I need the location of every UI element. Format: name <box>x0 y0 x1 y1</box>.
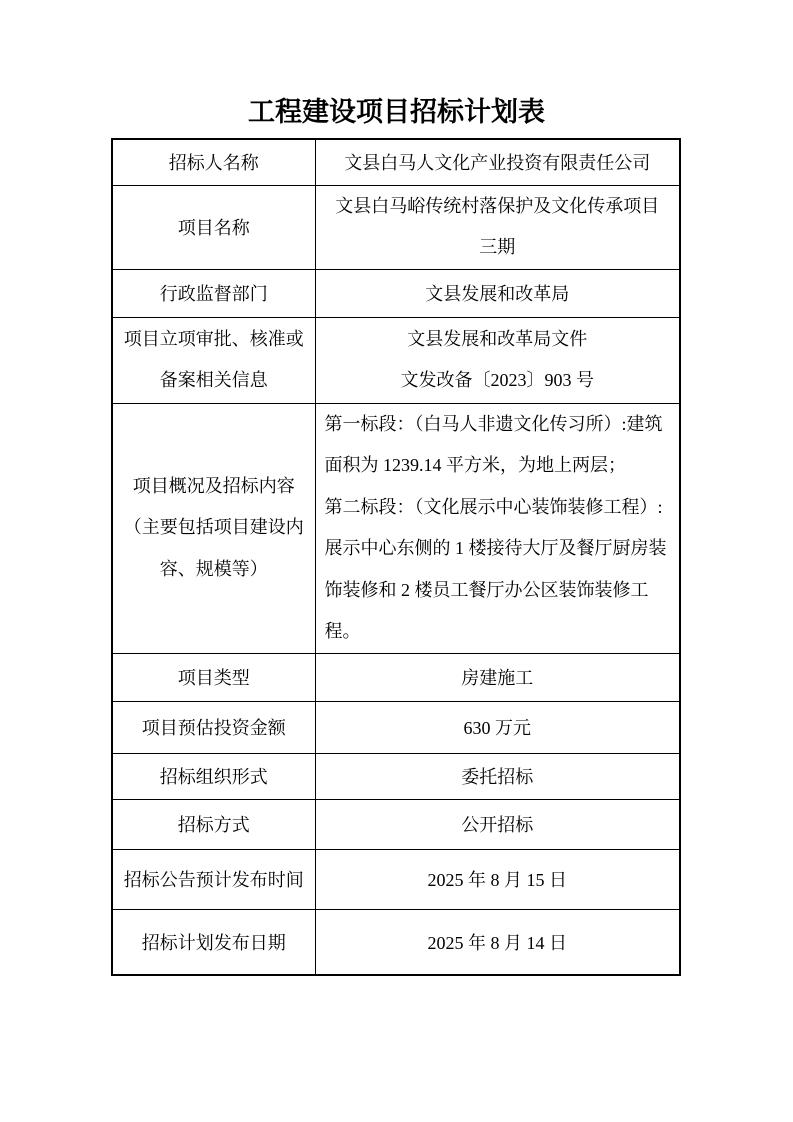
table-row-organization-form <box>112 753 680 799</box>
value-line: 展示中心东侧的 1 楼接待大厅及餐厅厨房装 <box>324 538 667 558</box>
row-label-project-name: 项目名称 <box>112 185 315 269</box>
table-row-project-name <box>112 185 680 269</box>
label-line: （主要包括项目建设内 <box>123 517 304 538</box>
value-line: 面积为 1239.14 平方米，为地上两层； <box>324 455 626 475</box>
row-value-bidding-method: 公开招标 <box>315 799 680 849</box>
row-label-project-type: 项目类型 <box>112 653 315 701</box>
value-line: 饰装修和 2 楼员工餐厅办公区装饰装修工 <box>324 579 649 600</box>
row-value-project-type: 房建施工 <box>315 653 680 701</box>
label-line: 容、规模等） <box>159 558 268 579</box>
row-value-bidder-name: 文县白马人文化产业投资有限责任公司 <box>315 139 680 185</box>
value-line: 第二标段：（文化展示中心装饰装修工程）: <box>324 496 663 517</box>
label-line: 备案相关信息 <box>159 370 268 390</box>
row-value-approval-info <box>315 317 680 403</box>
row-label-bidder-name: 招标人名称 <box>112 139 315 185</box>
row-value-supervising-department: 文县发展和改革局 <box>315 269 680 317</box>
row-value-estimated-investment: 630 万元 <box>315 701 680 753</box>
value-line: 三期 <box>479 237 516 257</box>
table-row-bidding-method <box>112 799 680 849</box>
row-label-organization-form: 招标组织形式 <box>112 753 315 799</box>
row-value-announcement-date: 2025 年 8 月 15 日 <box>315 849 680 909</box>
row-label-approval-info <box>112 317 315 403</box>
value-line: 文发改备〔2023〕903 号 <box>400 370 594 390</box>
value-line: 文县发展和改革局文件 <box>407 328 588 349</box>
value-line: 程。 <box>324 621 361 641</box>
table-row-announcement-date <box>112 849 680 909</box>
table-row-estimated-investment <box>112 701 680 753</box>
row-value-project-overview <box>315 403 680 653</box>
table-row-supervising-department <box>112 269 680 317</box>
table-row-approval-info <box>112 317 680 403</box>
row-label-estimated-investment: 项目预估投资金额 <box>112 701 315 753</box>
table-row-project-overview <box>112 403 680 653</box>
row-label-supervising-department: 行政监督部门 <box>112 269 315 317</box>
label-line: 项目立项审批、核准或 <box>123 328 304 349</box>
value-line: 文县白马峪传统村落保护及文化传承项目 <box>335 195 660 216</box>
label-line: 项目概况及招标内容 <box>132 475 295 496</box>
value-line: 第一标段：（白马人非遗文化传习所）:建筑 <box>324 413 663 434</box>
table-row-plan-release-date <box>112 909 680 975</box>
row-value-organization-form: 委托招标 <box>315 753 680 799</box>
table-row-project-type <box>112 653 680 701</box>
row-value-plan-release-date: 2025 年 8 月 14 日 <box>315 909 680 975</box>
document-title: 工程建设项目招标计划表 <box>248 97 545 127</box>
bidding-plan-table <box>111 138 681 976</box>
table-row-bidder-name <box>112 139 680 185</box>
row-label-plan-release-date: 招标计划发布日期 <box>112 909 315 975</box>
row-label-announcement-date: 招标公告预计发布时间 <box>112 849 315 909</box>
row-label-bidding-method: 招标方式 <box>112 799 315 849</box>
row-value-project-name <box>315 185 680 269</box>
row-label-project-overview <box>112 403 315 653</box>
